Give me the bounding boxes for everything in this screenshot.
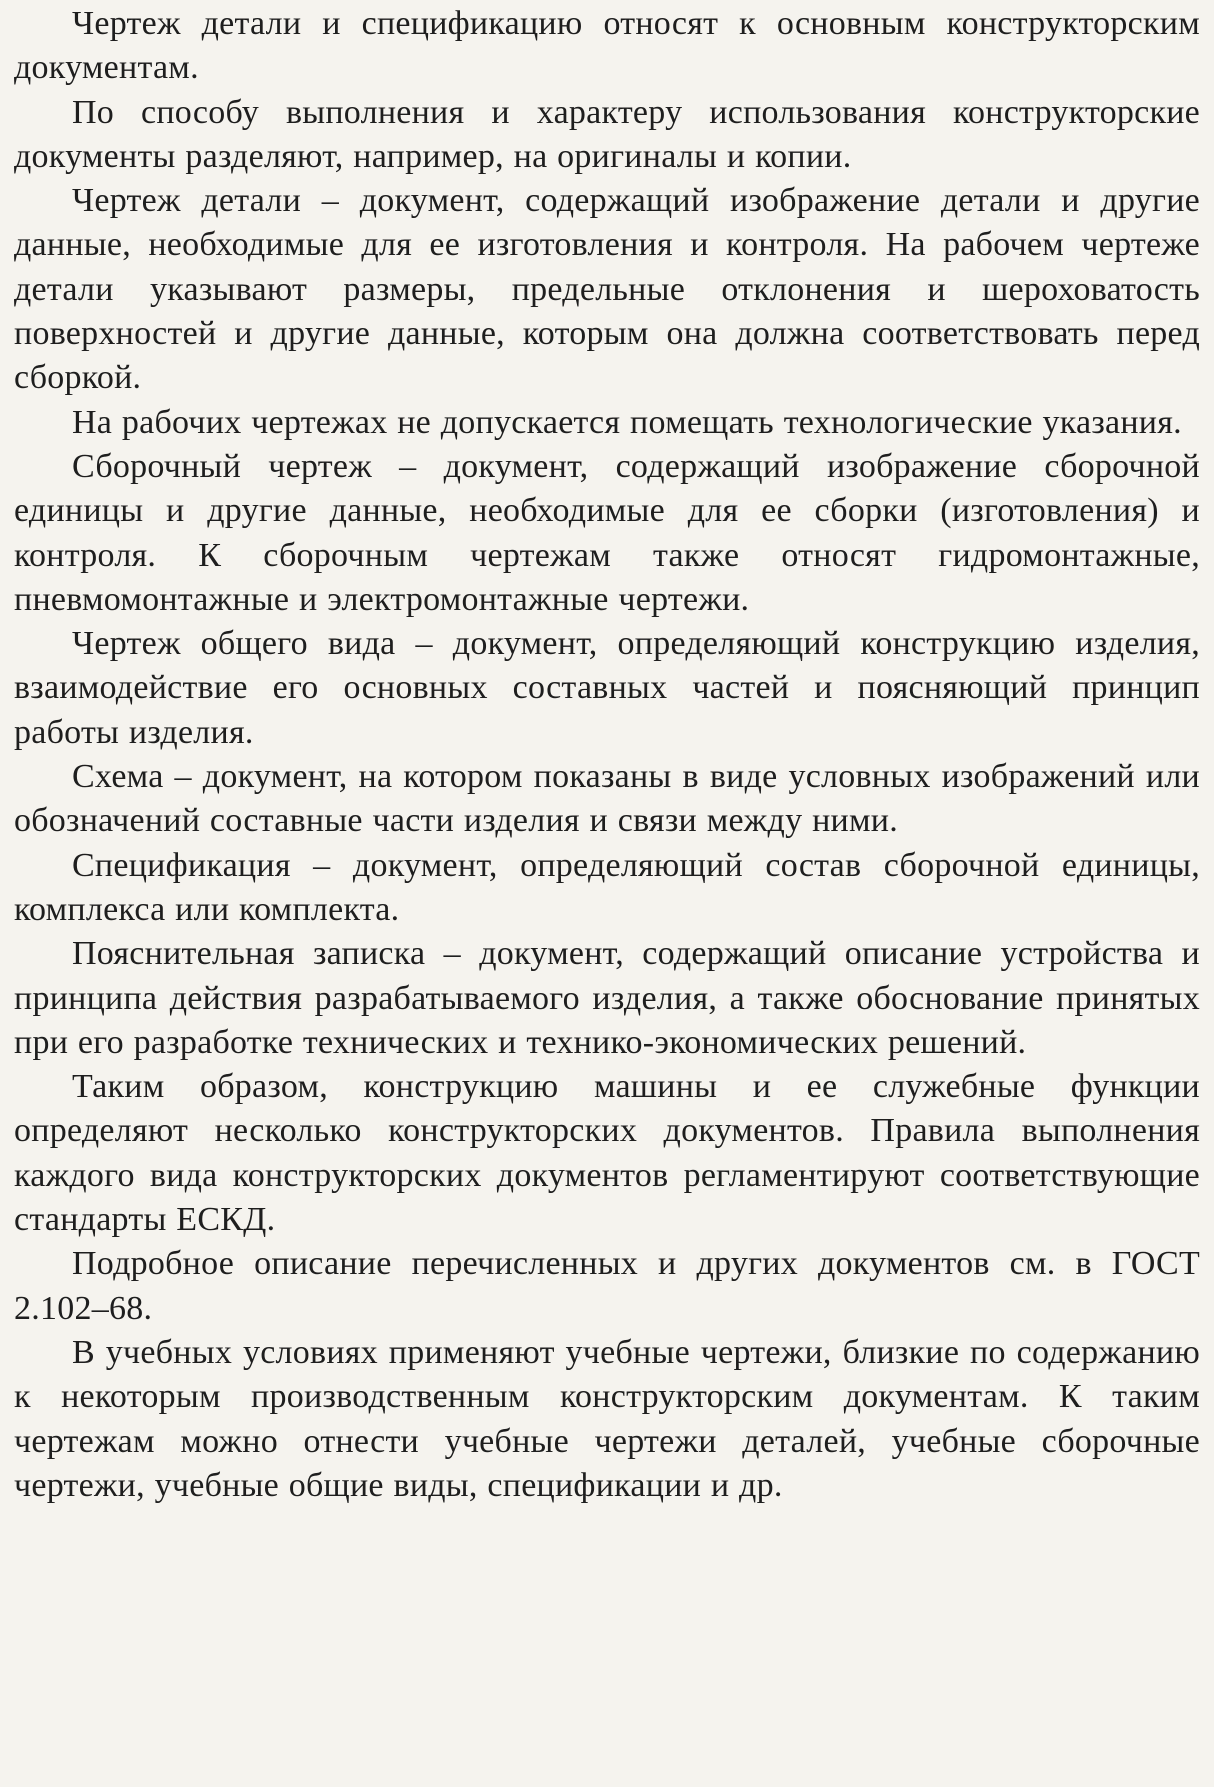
paragraph-9: Пояснительная записка – документ, содержащий описание устройства и принципа действия разрабатываемого изделия, а также обоснование принятых при его разработке технических и технико-экономических решений. bbox=[14, 935, 1200, 1061]
paragraph-1: Чертеж детали и спецификацию относят к основным конструкторским документам. bbox=[14, 5, 1200, 87]
paragraph-10: Таким образом, конструкцию машины и ее служебные функции определяют несколько конструкторских документов. Правила выполнения каждого вида конструкторских документов регламентируют соответствующие стандарты ЕСКД. bbox=[14, 1068, 1200, 1239]
paragraph-6: Чертеж общего вида – документ, определяющий конструкцию изделия, взаимодействие его основных составных частей и поясняющий принцип работы изделия. bbox=[14, 625, 1200, 751]
paragraph-4: На рабочих чертежах не допускается помещать технологические указания. bbox=[72, 403, 1182, 441]
paragraph-11: Подробное описание перечисленных и других документов см. в ГОСТ 2.102–68. bbox=[14, 1245, 1200, 1327]
text-body bbox=[14, 2, 1200, 1508]
paragraph-7: Схема – документ, на котором показаны в виде условных изображений или обозначений составные части изделия и связи между ними. bbox=[14, 758, 1200, 840]
paragraph-2: По способу выполнения и характеру использования конструкторские документы разделяют, например, на оригиналы и копии. bbox=[14, 93, 1200, 175]
paragraph-3: Чертеж детали – документ, содержащий изображение детали и другие данные, необходимые для ее изготовления и контроля. На рабочем чертеже детали указывают размеры, предельные отклонения и шероховатость поверхностей и другие данные, которым она должна соответствовать перед сборкой. bbox=[14, 182, 1200, 397]
paragraph-5: Сборочный чертеж – документ, содержащий изображение сборочной единицы и другие данные, необходимые для ее сборки (изготовления) и контроля. К сборочным чертежам также относят гидромонтажные, пневмомонтажные и электромонтажные чертежи. bbox=[14, 447, 1200, 618]
paragraph-8: Спецификация – документ, определяющий состав сборочной единицы, комплекса или комплекта. bbox=[14, 846, 1200, 928]
paragraph-12: В учебных условиях применяют учебные чертежи, близкие по содержанию к некоторым производственным конструкторским документам. К таким чертежам можно отнести учебные чертежи деталей, учебные сборочные чертежи, учебные общие виды, спецификации и др. bbox=[14, 1333, 1200, 1504]
